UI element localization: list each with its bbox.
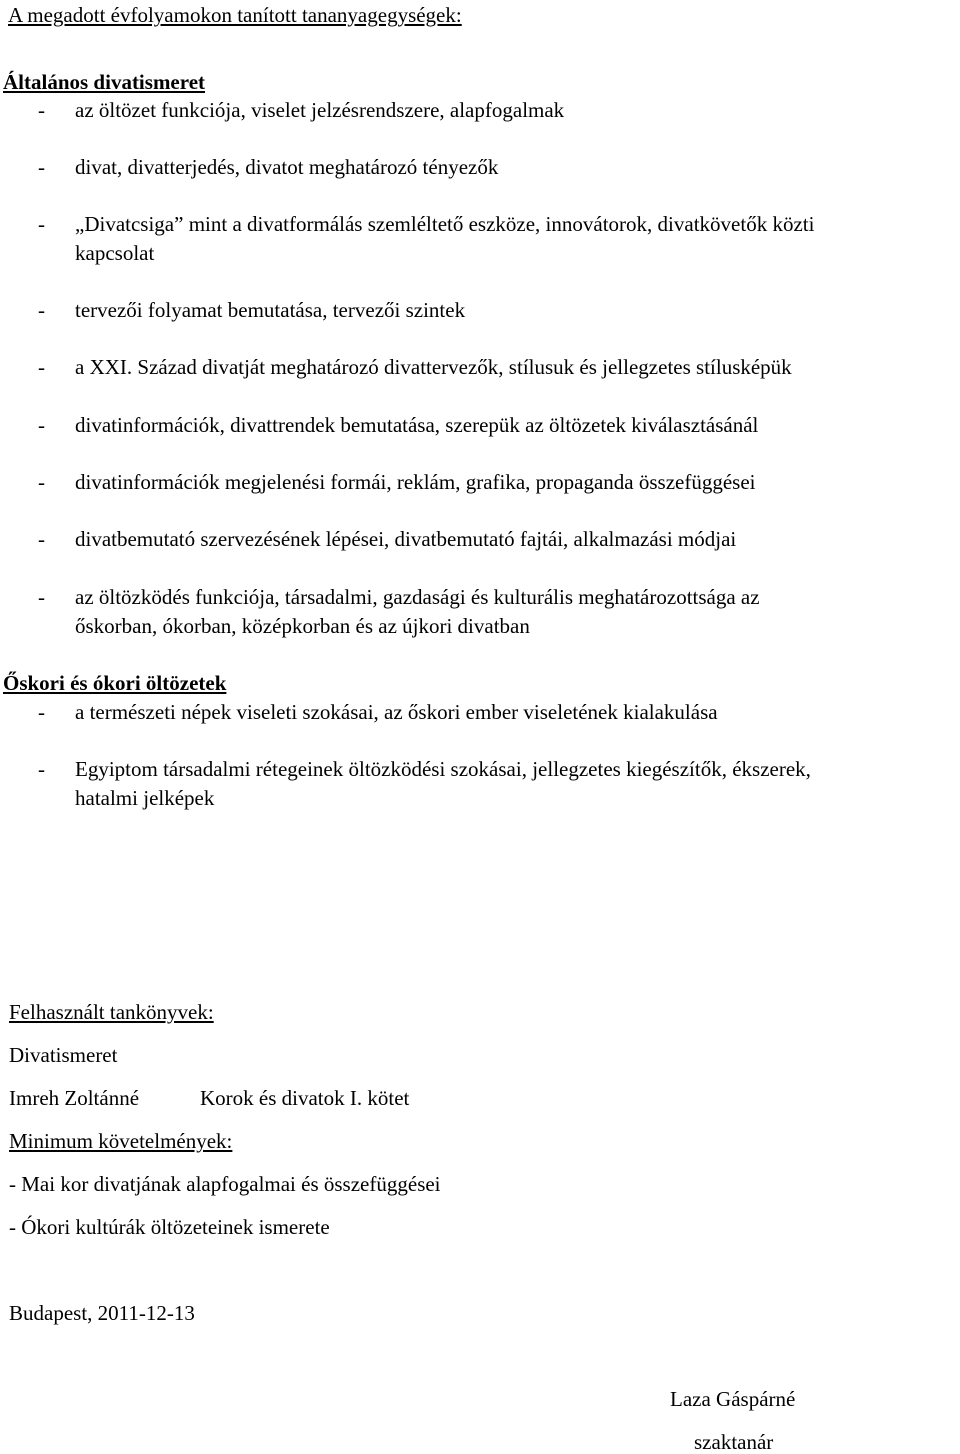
- list-item-continuation: kapcsolat: [75, 241, 155, 265]
- list-bullet: -: [38, 212, 45, 236]
- section-title-ancient: Őskori és ókori öltözetek: [3, 671, 227, 695]
- list-item: divat, divatterjedés, divatot meghatározó tényezők: [75, 155, 499, 179]
- list-bullet: -: [38, 470, 45, 494]
- minimum-requirements-heading: Minimum követelmények:: [9, 1129, 233, 1153]
- list-item: a XXI. Század divatját meghatározó divattervezők, stílusuk és jellegzetes stílusképük: [75, 355, 792, 379]
- section-title-general: Általános divatismeret: [3, 70, 206, 94]
- list-item: az öltözködés funkciója, társadalmi, gazdasági és kulturális meghatározottsága az: [75, 585, 760, 609]
- list-item: „Divatcsiga” mint a divatformálás szemléltető eszköze, innovátorok, divatkövetők közti: [75, 212, 815, 236]
- list-bullet: -: [38, 155, 45, 179]
- minimum-requirement-item: - Ókori kultúrák öltözeteinek ismerete: [9, 1215, 330, 1239]
- list-bullet: -: [38, 413, 45, 437]
- place-and-date: Budapest, 2011-12-13: [9, 1301, 195, 1325]
- list-bullet: -: [38, 98, 45, 122]
- list-item-continuation: őskorban, ókorban, középkorban és az újkori divatban: [75, 614, 530, 638]
- minimum-requirement-item: - Mai kor divatjának alapfogalmai és összefüggései: [9, 1172, 441, 1196]
- list-item: Egyiptom társadalmi rétegeinek öltözködési szokásai, jellegzetes kiegészítők, ékszerek,: [75, 757, 811, 781]
- list-bullet: -: [38, 298, 45, 322]
- intro-heading: A megadott évfolyamokon tanított tananyagegységek:: [8, 3, 462, 27]
- signer-role: szaktanár: [694, 1430, 774, 1454]
- list-item: divatbemutató szervezésének lépései, divatbemutató fajtái, alkalmazási módjai: [75, 527, 737, 551]
- textbook-author: Imreh Zoltánné: [9, 1086, 140, 1110]
- list-bullet: -: [38, 355, 45, 379]
- list-bullet: -: [38, 585, 45, 609]
- list-item: divatinformációk, divattrendek bemutatása, szerepük az öltözetek kiválasztásánál: [75, 413, 759, 437]
- textbooks-heading: Felhasznált tankönyvek:: [9, 1000, 214, 1024]
- list-bullet: -: [38, 527, 45, 551]
- list-item: divatinformációk megjelenési formái, reklám, grafika, propaganda összefüggései: [75, 470, 756, 494]
- list-item-continuation: hatalmi jelképek: [75, 786, 215, 810]
- list-item: az öltözet funkciója, viselet jelzésrendszere, alapfogalmak: [75, 98, 565, 122]
- list-bullet: -: [38, 757, 45, 781]
- textbook-title: Korok és divatok I. kötet: [200, 1086, 410, 1110]
- list-item: tervezői folyamat bemutatása, tervezői szintek: [75, 298, 466, 322]
- textbook-subject: Divatismeret: [9, 1043, 118, 1067]
- list-bullet: -: [38, 700, 45, 724]
- signer-name: Laza Gáspárné: [670, 1387, 796, 1411]
- list-item: a természeti népek viseleti szokásai, az őskori ember viseletének kialakulása: [75, 700, 718, 724]
